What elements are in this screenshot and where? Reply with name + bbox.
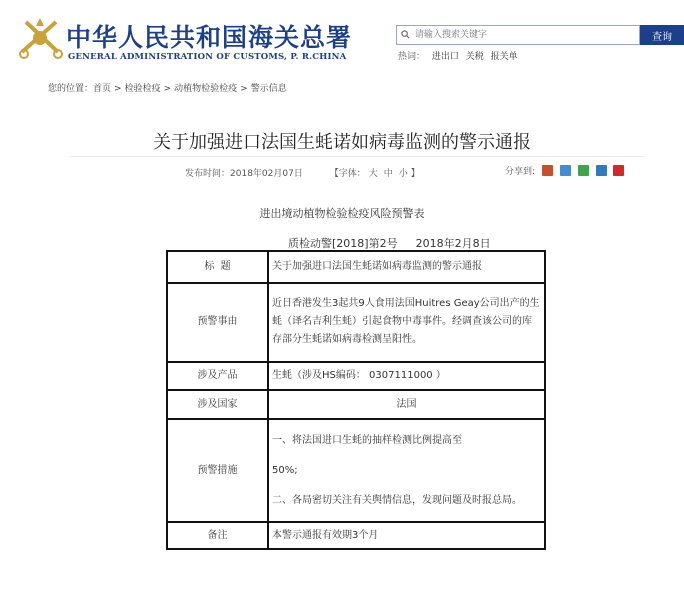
breadcrumb-prefix: 您的位置： bbox=[48, 84, 94, 94]
article-meta bbox=[185, 166, 420, 179]
font-size-suffix: 】 bbox=[410, 169, 420, 179]
font-size-control bbox=[330, 169, 420, 179]
reason-label: 预警事由 bbox=[167, 283, 268, 362]
breadcrumb-link-inspection[interactable]: 检验检疫 bbox=[124, 84, 161, 94]
breadcrumb-link-animal-plant[interactable]: 动植物检验检疫 bbox=[174, 84, 238, 94]
product-label: 涉及产品 bbox=[167, 362, 268, 391]
breadcrumb-separator: > bbox=[163, 84, 172, 94]
table-row bbox=[167, 362, 545, 391]
measure-item-1a: 一、将法国进口生蚝的抽样检测比例提高至 bbox=[272, 434, 462, 446]
breadcrumb-link-warning-info[interactable]: 警示信息 bbox=[250, 84, 287, 94]
title-value: 关于加强进口法国生蚝诺如病毒监测的警示通报 bbox=[268, 251, 545, 283]
measures-label: 预警措施 bbox=[167, 419, 268, 522]
site-title-cn[interactable]: 中华人民共和国海关总署 bbox=[66, 23, 353, 52]
breadcrumb-separator: > bbox=[114, 84, 122, 94]
font-size-large[interactable]: 大 bbox=[368, 169, 378, 179]
publish-date: 2018年02月07日 bbox=[230, 169, 303, 179]
site-title-en[interactable]: GENERAL ADMINISTRATION OF CUSTOMS, P. R.CHINA bbox=[68, 52, 347, 62]
share-qzone-icon[interactable] bbox=[542, 165, 553, 176]
measure-item-1b: 50%; bbox=[272, 464, 298, 476]
search-input[interactable] bbox=[411, 26, 643, 44]
title-divider bbox=[70, 156, 644, 157]
note-value: 本警示通报有效期3个月 bbox=[268, 522, 545, 549]
hot-word-link[interactable]: 关税 bbox=[465, 52, 484, 62]
share-sina-weibo-icon[interactable] bbox=[613, 165, 624, 176]
publish-label: 发布时间： bbox=[185, 169, 231, 179]
doc-number-text: 质检动警[2018]第2号 bbox=[288, 237, 398, 250]
table-row bbox=[167, 283, 545, 362]
table-row bbox=[167, 390, 545, 419]
warning-table bbox=[166, 250, 546, 550]
measure-gap bbox=[272, 480, 541, 492]
hot-words-label: 热词： bbox=[398, 52, 426, 62]
font-size-prefix: 【字体： bbox=[329, 169, 366, 179]
table-row bbox=[167, 419, 545, 522]
note-label: 备注 bbox=[167, 522, 268, 549]
site-header bbox=[0, 0, 684, 72]
breadcrumb-separator: > bbox=[240, 84, 248, 94]
table-row bbox=[167, 251, 545, 283]
form-heading: 进出境动植物检验检疫风险预警表 bbox=[259, 207, 425, 220]
article-title: 关于加强进口法国生蚝诺如病毒监测的警示通报 bbox=[153, 132, 531, 153]
document-number bbox=[288, 235, 491, 251]
share-bar bbox=[505, 164, 624, 177]
measures-value bbox=[268, 419, 545, 522]
breadcrumb-link-home[interactable]: 首页 bbox=[93, 84, 112, 94]
product-value: 生蚝（涉及HS编码： 0307111000 ） bbox=[268, 362, 545, 391]
search-box bbox=[396, 25, 640, 45]
breadcrumb bbox=[48, 81, 287, 94]
doc-date: 2018年2月8日 bbox=[415, 237, 491, 250]
customs-emblem-icon[interactable] bbox=[16, 14, 64, 62]
search-icon bbox=[401, 30, 410, 39]
measure-item-2: 二、各局密切关注有关舆情信息，发现问题及时报总局。 bbox=[272, 494, 522, 506]
reason-value: 近日香港发生3起共9人食用法国Huitres Geay公司出产的生蚝（译名吉利生蚝）引起食物中毒事件。经调查该公司的库存部分生蚝诺如病毒检测呈阳性。 bbox=[268, 283, 545, 362]
country-label: 涉及国家 bbox=[167, 390, 268, 419]
title-label: 标 题 bbox=[167, 251, 268, 283]
hot-word-link[interactable]: 进出口 bbox=[431, 52, 459, 62]
hot-word-link[interactable]: 报关单 bbox=[490, 52, 518, 62]
country-value: 法国 bbox=[268, 390, 545, 419]
measure-gap bbox=[272, 450, 541, 462]
table-row bbox=[167, 522, 545, 549]
font-size-medium[interactable]: 中 bbox=[383, 169, 393, 179]
share-renren-icon[interactable] bbox=[596, 165, 607, 176]
search-button[interactable]: 查询 bbox=[640, 25, 684, 45]
hot-words bbox=[398, 49, 522, 62]
font-size-small[interactable]: 小 bbox=[398, 169, 408, 179]
share-label: 分享到: bbox=[505, 167, 536, 177]
share-wechat-icon[interactable] bbox=[578, 165, 589, 176]
share-tencent-weibo-icon[interactable] bbox=[560, 165, 571, 176]
